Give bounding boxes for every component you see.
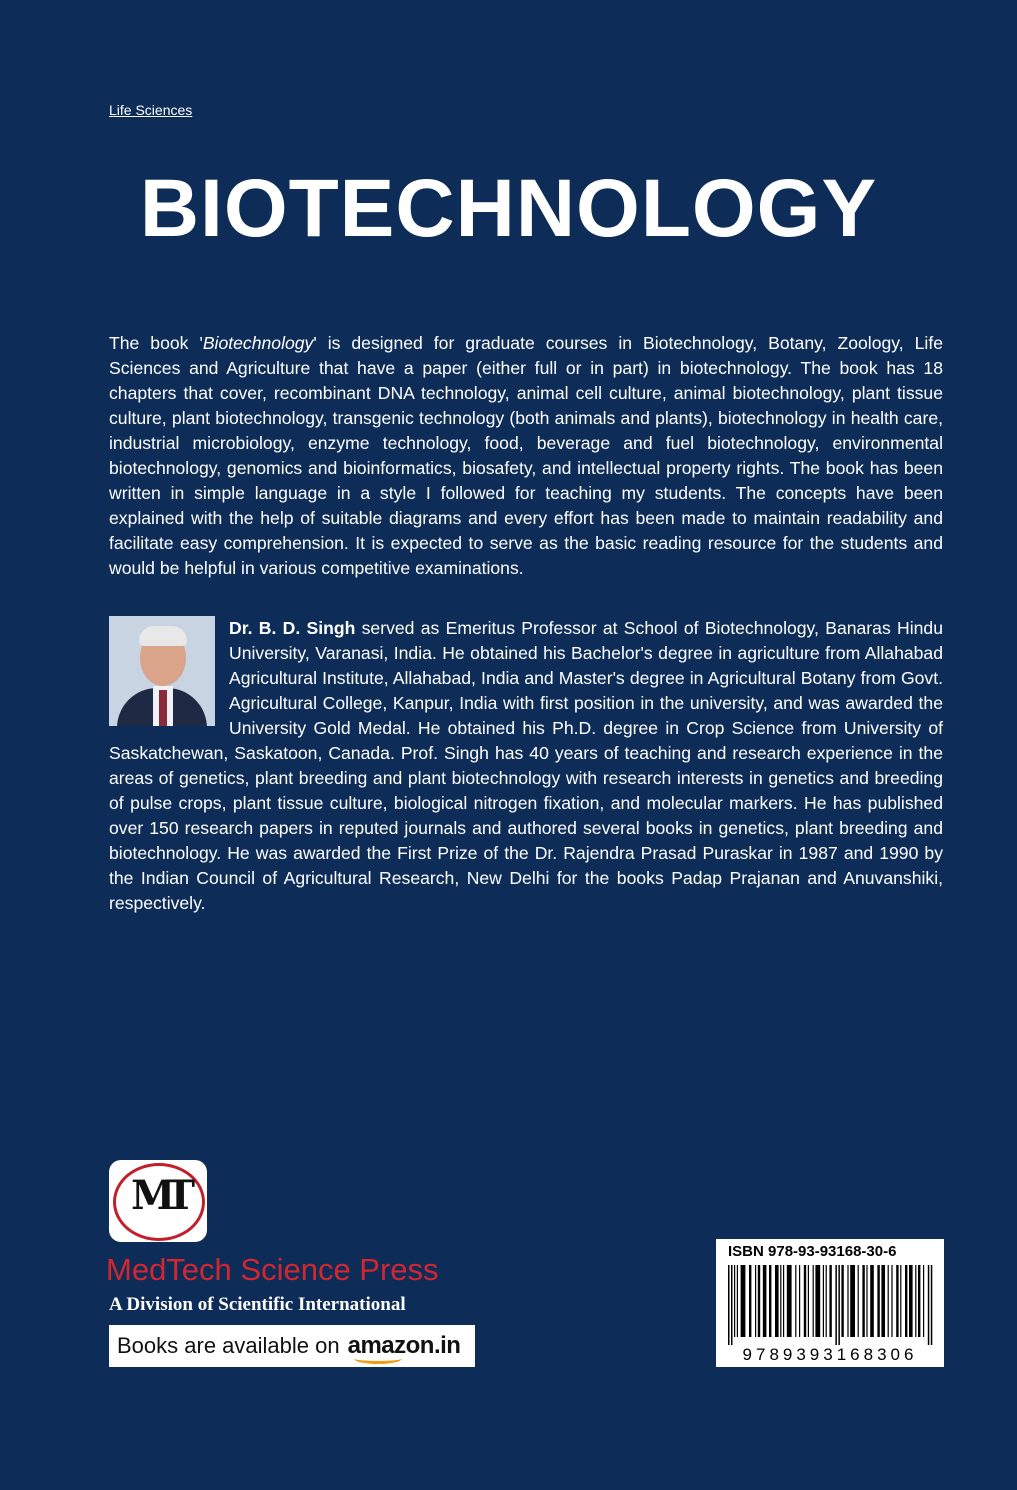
description-body: ' is designed for graduate courses in Biotechnology, Botany, Zoology, Life Sciences and Agriculture that have a paper (either full or in part) in biotechnology. The book has 18 chapters that cover, recombinant DNA technology, animal cell culture, animal biotechnology, plant tissue culture, plant biotechnology, transgenic technology (both animals and plants), biotechnology in health care, industrial microbiology, enzyme technology, food, beverage and fuel biotechnology, environmental biotechnology, genomics and bioinformatics, biosafety, and intellectual property rights. The book has been written in simple language in a style I followed for teaching my students. The concepts have been explained with the help of suitable diagrams and every effort has been made to maintain readability and facilitate easy comprehension. It is expected to serve as the basic reading resource for the students and would be helpful in various competitive examinations. xyxy=(109,333,943,578)
isbn-barcode-block xyxy=(716,1239,944,1367)
amazon-smile-icon xyxy=(354,1353,402,1364)
amazon-store-name: amazon.in xyxy=(347,1332,461,1359)
publisher-logo xyxy=(109,1160,207,1242)
author-name: Dr. B. D. Singh xyxy=(229,618,356,638)
barcode-icon xyxy=(726,1265,934,1345)
category-link[interactable]: Life Sciences xyxy=(109,102,193,118)
availability-text: Books are available on xyxy=(117,1333,340,1358)
book-title: BIOTECHNOLOGY xyxy=(139,163,878,254)
availability-banner xyxy=(109,1325,475,1367)
book-description xyxy=(109,331,943,581)
amazon-logo xyxy=(348,1332,461,1360)
isbn-digits: 9789393168306 xyxy=(742,1345,918,1364)
logo-monogram: MT xyxy=(130,1172,186,1219)
isbn-label: ISBN 978-93-93168-30-6 xyxy=(728,1243,897,1260)
author-section xyxy=(109,616,943,916)
publisher-name: MedTech Science Press xyxy=(106,1252,439,1287)
description-lead: The book ' xyxy=(109,333,203,353)
description-book-name: Biotechnology xyxy=(202,333,314,353)
publisher-division: A Division of Scientific International xyxy=(109,1294,406,1315)
author-bio: served as Emeritus Professor at School of Biotechnology, Banaras Hindu University, Varanasi, India. He obtained his Bachelor's degree in agriculture from Allahabad Agricultural Institute, Allahabad, India and Master's degree in Agricultural Botany from Govt. Agricultural College, Kanpur, India with first position in the university, and was awarded the University Gold Medal. He obtained his Ph.D. degree in Crop Science from University of Saskatchewan, Saskatoon, Canada. Prof. Singh has 40 years of teaching and research experience in the areas of genetics, plant breeding and plant biotechnology with research interests in genetics and breeding of pulse crops, plant tissue culture, biological nitrogen fixation, and molecular markers. He has published over 150 research papers in reputed journals and authored several books in genetics, plant breeding and biotechnology. He was awarded the First Prize of the Dr. Rajendra Prasad Puraskar in 1987 and 1990 by the Indian Council of Agricultural Research, New Delhi for the books Padap Prajanan and Anuvanshiki, respectively. xyxy=(109,618,943,913)
author-photo xyxy=(109,616,215,726)
